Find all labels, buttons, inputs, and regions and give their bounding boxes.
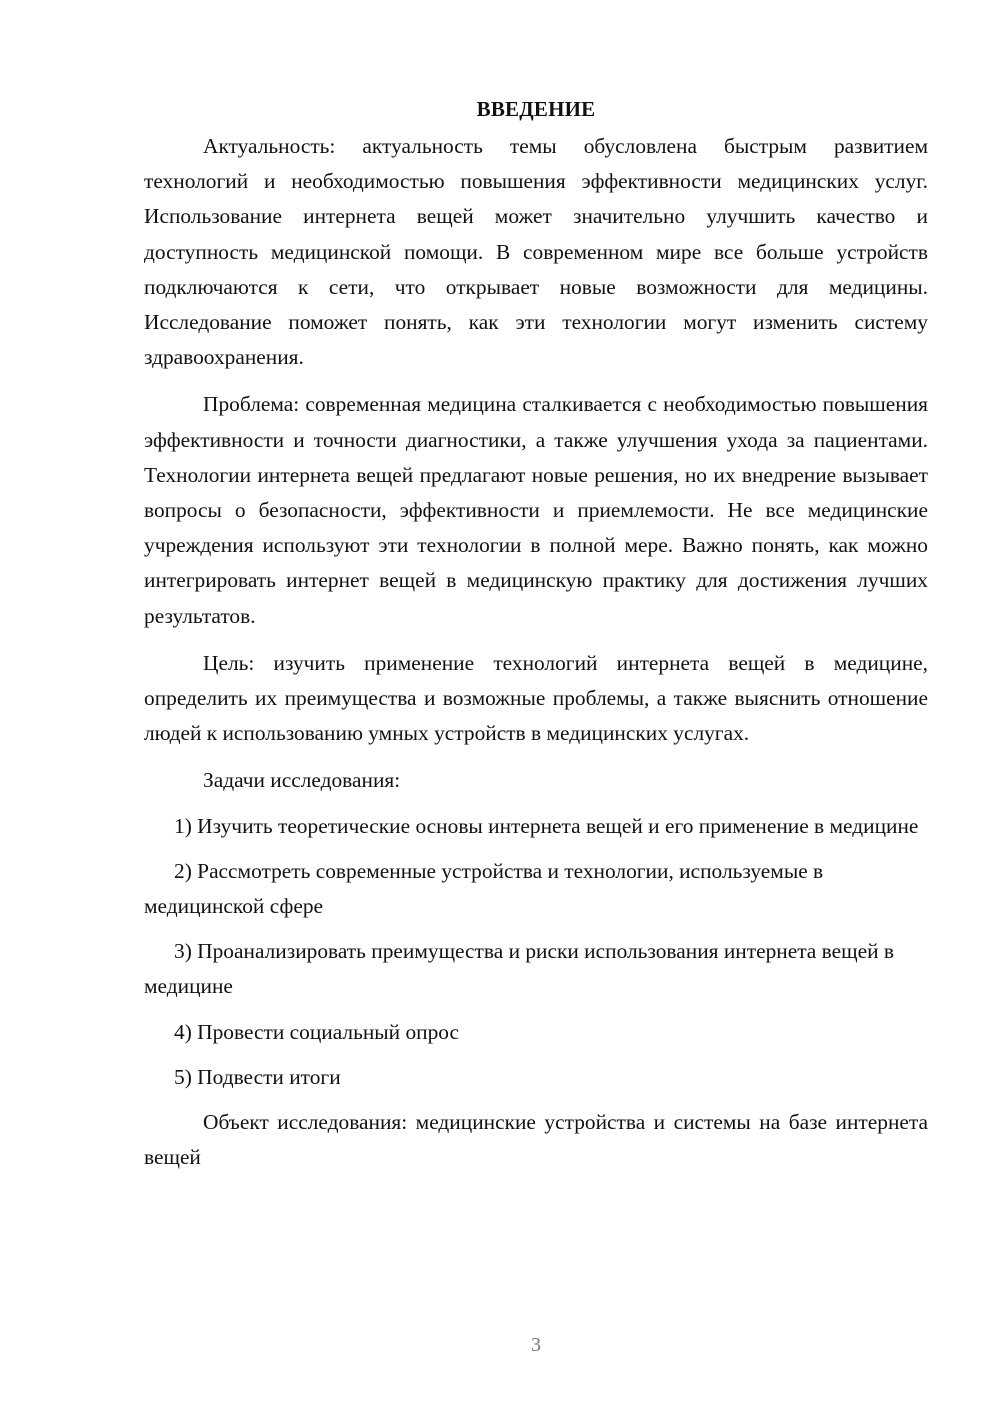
page-number: 3 xyxy=(531,1334,541,1356)
section-heading: ВВЕДЕНИЕ xyxy=(476,97,596,121)
research-object-paragraph: Объект исследования: медицинские устройства и системы на базе интернета вещей xyxy=(144,1110,928,1170)
problem-paragraph: Проблема: современная медицина сталкивается с необходимостью повышения эффективности и точности диагностики, а также улучшения ухода за пациентами. Технологии интернета вещей предлагают новые решения, но их внедрение вызывает вопросы о безопасности, эффективности и приемлемости. Не все медицинские учреждения используют эти технологии в полной мере. Важно понять, как можно интегрировать интернет вещей в медицинскую практику для достижения лучших результатов. xyxy=(144,392,928,628)
task-item: 3) Проанализировать преимущества и риски использования интернета вещей в медицине xyxy=(144,939,894,999)
tasks-heading: Задачи исследования: xyxy=(203,768,401,793)
relevance-paragraph: Актуальность: актуальность темы обусловлена быстрым развитием технологий и необходимостью повышения эффективности медицинских услуг. Использование интернета вещей может значительно улучшить качество и доступность медицинской помощи. В современном мире все больше устройств подключаются к сети, что открывает новые возможности для медицины. Исследование поможет понять, как эти технологии могут изменить систему здравоохранения. xyxy=(144,134,928,370)
task-item: 5) Подвести итоги xyxy=(174,1064,341,1089)
task-item: 4) Провести социальный опрос xyxy=(174,1019,460,1044)
goal-paragraph: Цель: изучить применение технологий интернета вещей в медицине, определить их преимущества и возможные проблемы, а также выяснить отношение людей к использованию умных устройств в медицинских услугах. xyxy=(144,650,928,746)
task-item: 2) Рассмотреть современные устройства и технологии, используемые в медицинской сфере xyxy=(144,858,824,919)
page-content xyxy=(144,92,928,1175)
task-item: 1) Изучить теоретические основы интернета вещей и его применение в медицине xyxy=(174,813,919,838)
